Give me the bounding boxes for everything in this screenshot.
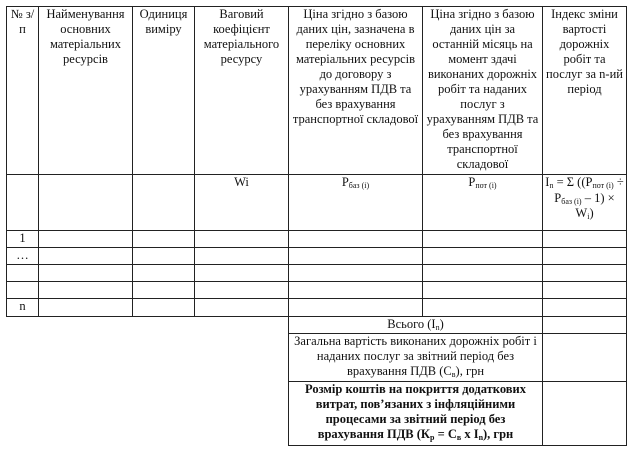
header-resource-name: Найменування основних матеріальних ресурсів: [39, 7, 133, 175]
summary-total-label: Всього $(I_n)$: [289, 317, 543, 334]
index-formula: $I_n = \Sigma$ $((P_{пот (і)} \div P_{баз (і)} - 1) \times W_і)$: [543, 175, 627, 231]
base-price-symbol: $P_{баз (і)}$: [289, 175, 423, 231]
row-number-last: n: [7, 299, 39, 317]
weight-symbol: Wi: [195, 175, 289, 231]
table-row: [7, 265, 627, 282]
current-price-symbol: $P_{пот (і)}$: [423, 175, 543, 231]
table-row: [7, 231, 627, 248]
header-row: [7, 7, 627, 175]
header-base-price: Ціна згідно з базою даних цін, зазначена в переліку основних матеріальних ресурсів до договору з урахуванням ПДВ та без врахування транспортної складової: [289, 7, 423, 175]
summary-extra-row: [7, 381, 627, 445]
header-current-price: Ціна згідно з базою даних цін за останній місяць на момент здачі виконаних дорожніх робіт та наданих послуг з урахуванням ПДВ та без врахування транспортної складової: [423, 7, 543, 175]
summary-cost-row: [7, 333, 627, 381]
symbol-row: [7, 175, 627, 231]
table-row: [7, 248, 627, 265]
summary-extra-value: [543, 381, 627, 445]
summary-cost-value: [543, 333, 627, 381]
inflation-cost-table: [6, 6, 627, 446]
summary-cost-label: Загальна вартість виконаних дорожніх робіт і наданих послуг за звітний період без врахування ПДВ $(С_в)$, грн: [289, 333, 543, 381]
header-weight: Ваговий коефіцієнт матеріального ресурсу: [195, 7, 289, 175]
header-unit: Одиниця виміру: [133, 7, 195, 175]
row-number-first: 1: [7, 231, 39, 248]
header-index: Індекс зміни вартості дорожніх робіт та послуг за n-ий період: [543, 7, 627, 175]
summary-total-value: [543, 317, 627, 334]
header-number: № з/п: [7, 7, 39, 175]
table-row: [7, 282, 627, 299]
summary-total-row: [7, 317, 627, 334]
row-number-ellipsis: …: [7, 248, 39, 265]
table-row: [7, 299, 627, 317]
summary-extra-label: Розмір коштів на покриття додаткових витрат, пов’язаних з інфляційними процесами за звітний період без врахування ПДВ ($К_р = С_в$ х $I_n$), грн: [289, 381, 543, 445]
